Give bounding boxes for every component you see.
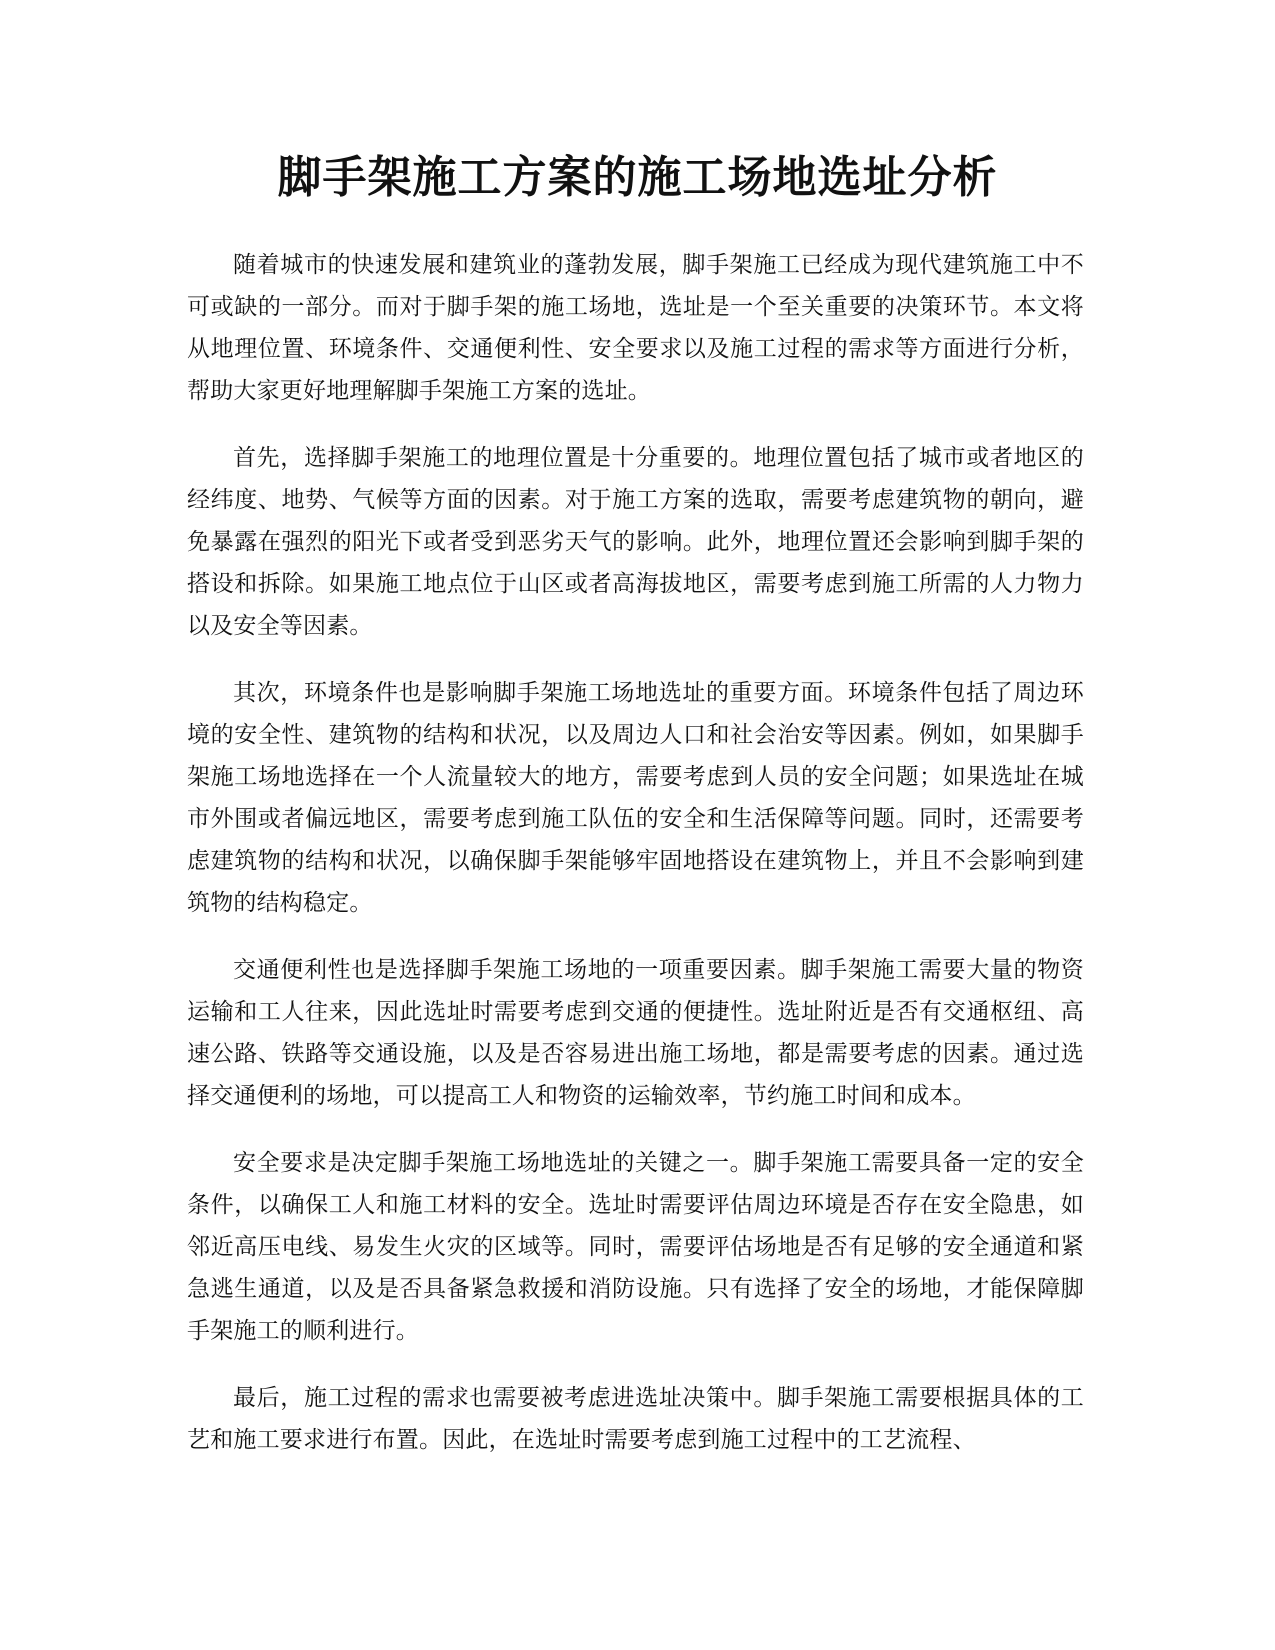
paragraph-1: 随着城市的快速发展和建筑业的蓬勃发展，脚手架施工已经成为现代建筑施工中不可或缺的一部分。而对于脚手架的施工场地，选址是一个至关重要的决策环节。本文将从地理位置、环境条件、交通便利性、安全要求以及施工过程的需求等方面进行分析，帮助大家更好地理解脚手架施工方案的选址。 <box>187 252 1084 404</box>
paragraph-5: 安全要求是决定脚手架施工场地选址的关键之一。脚手架施工需要具备一定的安全条件，以确保工人和施工材料的安全。选址时需要评估周边环境是否存在安全隐患，如邻近高压电线、易发生火灾的区域等。同时，需要评估场地是否有足够的安全通道和紧急逃生通道，以及是否具备紧急救援和消防设施。只有选择了安全的场地，才能保障脚手架施工的顺利进行。 <box>187 1150 1084 1344</box>
paragraph-3: 其次，环境条件也是影响脚手架施工场地选址的重要方面。环境条件包括了周边环境的安全性、建筑物的结构和状况，以及周边人口和社会治安等因素。例如，如果脚手架施工场地选择在一个人流量较大的地方，需要考虑到人员的安全问题；如果选址在城市外围或者偏远地区，需要考虑到施工队伍的安全和生活保障等问题。同时，还需要考虑建筑物的结构和状况，以确保脚手架能够牢固地搭设在建筑物上，并且不会影响到建筑物的结构稳定。 <box>187 680 1084 916</box>
document-body <box>187 244 1084 1486</box>
paragraph-6: 最后，施工过程的需求也需要被考虑进选址决策中。脚手架施工需要根据具体的工艺和施工要求进行布置。因此，在选址时需要考虑到施工过程中的工艺流程、 <box>187 1385 1084 1453</box>
paragraph-2: 首先，选择脚手架施工的地理位置是十分重要的。地理位置包括了城市或者地区的经纬度、地势、气候等方面的因素。对于施工方案的选取，需要考虑建筑物的朝向，避免暴露在强烈的阳光下或者受到恶劣天气的影响。此外，地理位置还会影响到脚手架的搭设和拆除。如果施工地点位于山区或者高海拔地区，需要考虑到施工所需的人力物力以及安全等因素。 <box>187 445 1084 639</box>
document-title: 脚手架施工方案的施工场地选址分析 <box>277 152 998 203</box>
paragraph-4: 交通便利性也是选择脚手架施工场地的一项重要因素。脚手架施工需要大量的物资运输和工人往来，因此选址时需要考虑到交通的便捷性。选址附近是否有交通枢纽、高速公路、铁路等交通设施，以及是否容易进出施工场地，都是需要考虑的因素。通过选择交通便利的场地，可以提高工人和物资的运输效率，节约施工时间和成本。 <box>187 957 1084 1109</box>
